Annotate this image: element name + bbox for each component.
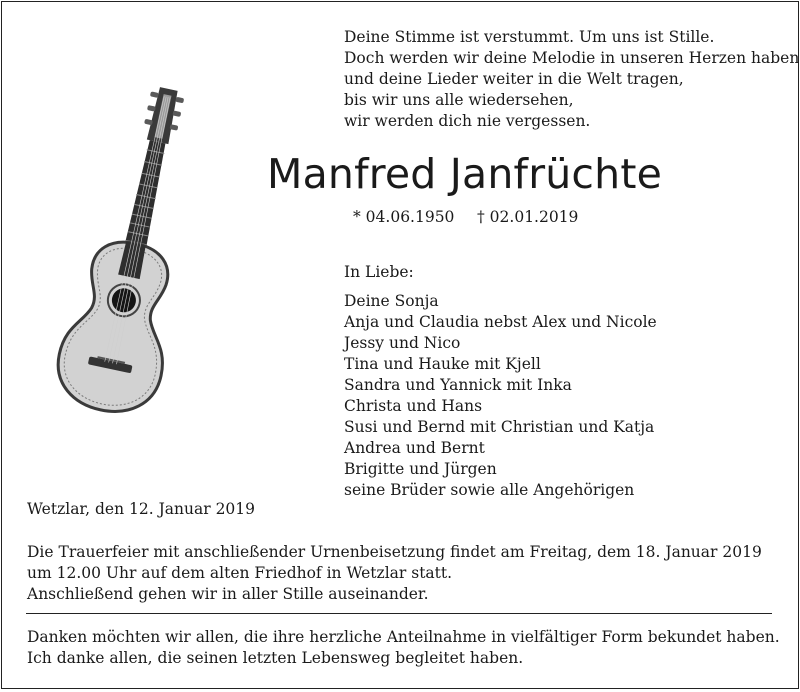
mourner-item: Tina und Hauke mit Kjell [344,355,541,373]
place-date: Wetzlar, den 12. Januar 2019 [27,500,256,518]
birth-date: * 04.06.1950 [353,208,455,226]
service-line: Anschließend gehen wir in aller Stille auseinander. [27,585,429,603]
thanks-note [27,627,780,669]
mourners-intro: In Liebe: [344,263,414,281]
poem-line: Doch werden wir deine Melodie in unseren Herzen haben [344,49,800,67]
divider [26,613,772,614]
mourner-item: Anja und Claudia nebst Alex und Nicole [344,313,657,331]
service-line: um 12.00 Uhr auf dem alten Friedhof in Wetzlar statt. [27,564,453,582]
service-info [27,542,762,605]
mourner-item: Susi und Bernd mit Christian und Katja [344,418,655,436]
mourners-list [344,262,657,501]
mourner-item: Andrea und Bernt [344,439,485,457]
poem-line: wir werden dich nie vergessen. [344,112,591,130]
poem-line: Deine Stimme ist verstummt. Um uns ist Stille. [344,28,715,46]
mourner-item: Jessy und Nico [344,334,461,352]
mourner-item: Christa und Hans [344,397,483,415]
deceased-name: Manfred Janfrüchte [267,150,663,198]
poem [344,27,799,132]
poem-line: und deine Lieder weiter in die Welt tragen, [344,70,684,88]
thanks-line: Ich danke allen, die seinen letzten Lebensweg begleitet haben. [27,649,524,667]
death-date: † 02.01.2019 [477,208,579,226]
mourner-item: Brigitte und Jürgen [344,460,497,478]
mourner-item: seine Brüder sowie alle Angehörigen [344,481,635,499]
guitar-icon [45,80,195,420]
mourner-item: Sandra und Yannick mit Inka [344,376,572,394]
poem-line: bis wir uns alle wiedersehen, [344,91,574,109]
mourner-item: Deine Sonja [344,292,439,310]
service-line: Die Trauerfeier mit anschließender Urnenbeisetzung findet am Freitag, dem 18. Januar 2019 [27,543,762,561]
thanks-line: Danken möchten wir allen, die ihre herzliche Anteilnahme in vielfältiger Form bekundet haben. [27,628,780,646]
